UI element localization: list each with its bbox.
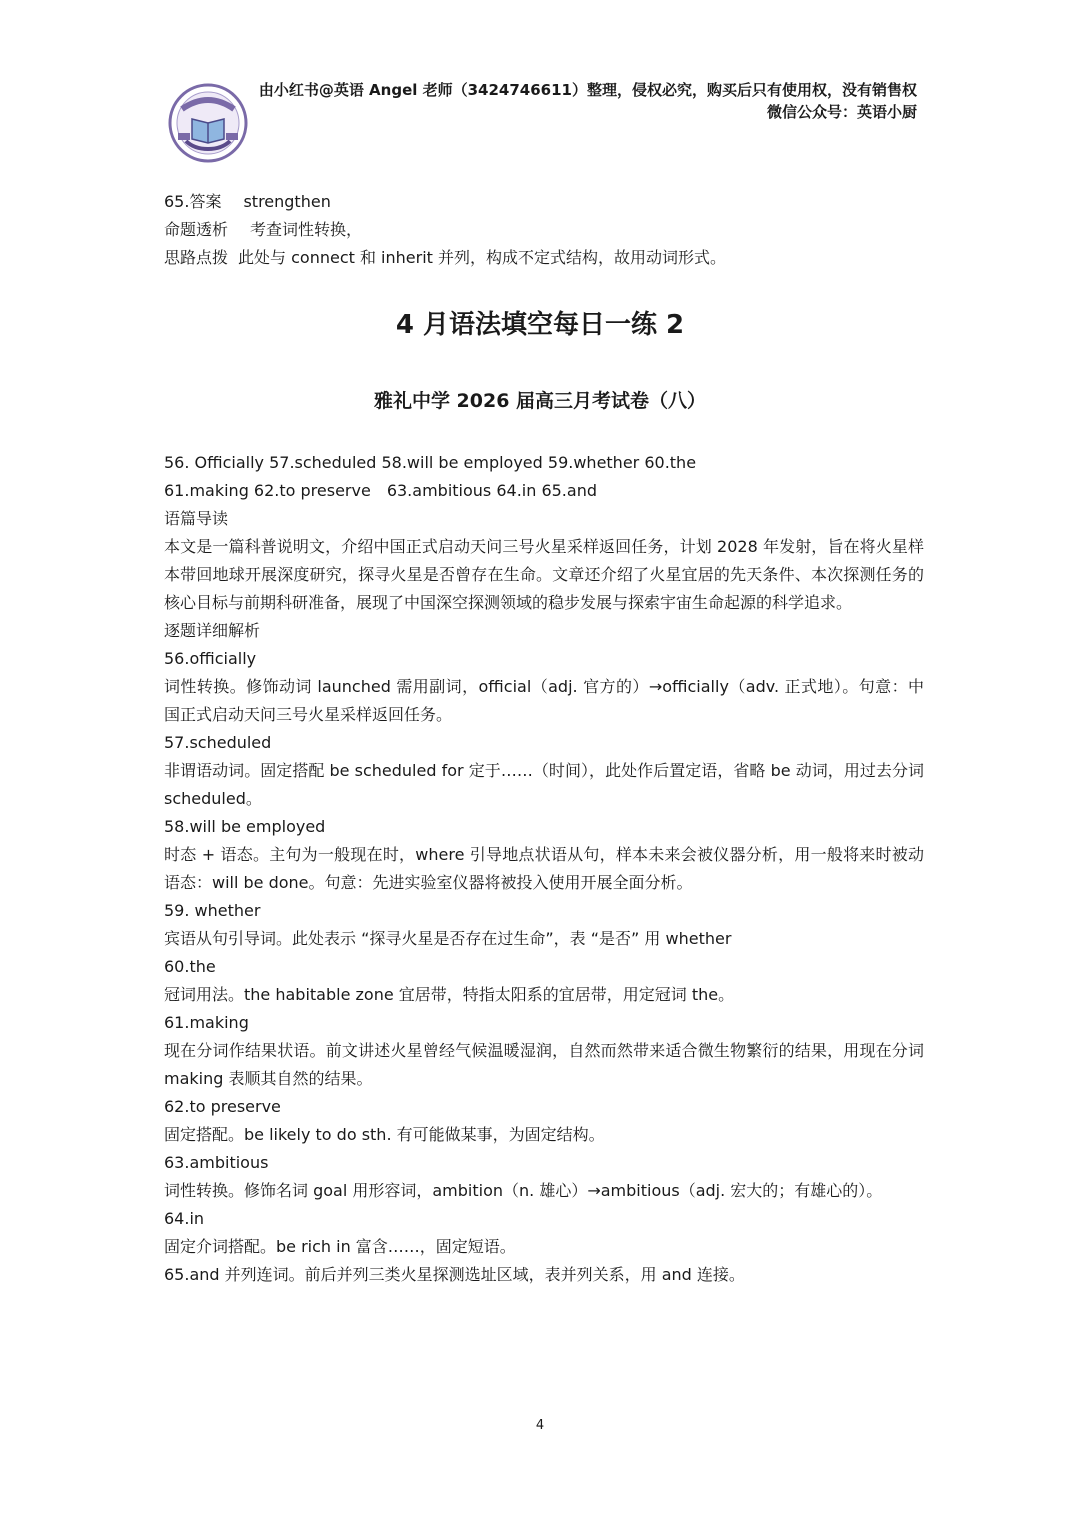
prev-answer-value: strengthen bbox=[243, 192, 331, 211]
prev-analysis-label: 命题透析 bbox=[164, 220, 229, 239]
item-text: 现在分词作结果状语。前文讲述火星曾经气候温暖湿润，自然而然带来适合微生物繁衍的结果，用现在分词 making 表顺其自然的结果。 bbox=[164, 1041, 924, 1088]
prev-hint-label: 思路点拨 bbox=[164, 248, 229, 267]
header-wechat: 微信公众号：英语小厨 bbox=[766, 103, 917, 121]
item-text: 非谓语动词。固定搭配 be scheduled for 定于……（时间），此处作后置定语，省略 be 动词，用过去分词 scheduled。 bbox=[164, 761, 924, 808]
item-label: 64.in bbox=[164, 1209, 205, 1228]
item-text: 词性转换。修饰动词 launched 需用副词，official（adj. 官方的）→officially（adv. 正式地）。句意：中国正式启动天问三号火星采样返回任务。 bbox=[164, 677, 924, 724]
item-label: 59. whether bbox=[164, 901, 261, 920]
item-60 bbox=[164, 953, 924, 1009]
item-label: 58.will be employed bbox=[164, 817, 326, 836]
prev-answer-label: 65.答案 bbox=[164, 192, 222, 211]
item-label: 60.the bbox=[164, 957, 216, 976]
item-61 bbox=[164, 1009, 924, 1093]
item-label: 61.making bbox=[164, 1013, 249, 1032]
main-content bbox=[164, 449, 924, 1289]
page-number: 4 bbox=[535, 1418, 545, 1433]
intro-text: 本文是一篇科普说明文，介绍中国正式启动天问三号火星采样返回任务，计划 2028 年发射，旨在将火星样本带回地球开展深度研究，探寻火星是否曾存在生命。文章还介绍了火星宜居的先天条件、本次探测任务的核心目标与前期科研准备，展现了中国深空探测领域的稳步发展与探索宇宙生命起源的科学追求。 bbox=[164, 537, 924, 612]
item-text: 宾语从句引导词。此处表示 “探寻火星是否存在过生命”，表 “是否” 用 whether bbox=[164, 929, 732, 948]
prev-analysis-line bbox=[164, 216, 924, 244]
logo-badge bbox=[168, 83, 248, 163]
item-label: 62.to preserve bbox=[164, 1097, 281, 1116]
prev-hint-line bbox=[164, 244, 924, 272]
item-59 bbox=[164, 897, 924, 953]
prev-analysis-text: 考查词性转换， bbox=[250, 220, 363, 239]
prev-hint-text: 此处与 connect 和 inherit 并列，构成不定式结构，故用动词形式。 bbox=[238, 248, 727, 267]
item-65: 65.and 并列连词。前后并列三类火星探测选址区域，表并列关系，用 and 连接。 bbox=[164, 1265, 745, 1284]
item-58 bbox=[164, 813, 924, 897]
answers-line-2: 61.making 62.to preserve 63.ambitious 64.in 65.and bbox=[164, 481, 597, 500]
item-57 bbox=[164, 729, 924, 813]
item-62 bbox=[164, 1093, 924, 1149]
item-63 bbox=[164, 1149, 924, 1205]
page-subtitle: 雅礼中学 2026 届高三月考试卷（八） bbox=[373, 390, 707, 412]
item-label: 57.scheduled bbox=[164, 733, 272, 752]
item-text: 冠词用法。the habitable zone 宜居带，特指太阳系的宜居带，用定冠词 the。 bbox=[164, 985, 735, 1004]
item-label: 56.officially bbox=[164, 649, 257, 668]
item-56 bbox=[164, 645, 924, 729]
intro-heading: 语篇导读 bbox=[164, 509, 229, 528]
item-text: 时态 + 语态。主句为一般现在时，where 引导地点状语从句，样本未来会被仪器分析，用一般将来时被动语态：will be done。句意：先进实验室仪器将被投入使用开展全面分析。 bbox=[164, 845, 924, 892]
item-label: 63.ambitious bbox=[164, 1153, 269, 1172]
page-title: 4 月语法填空每日一练 2 bbox=[395, 310, 685, 340]
prev-answer-line bbox=[164, 188, 924, 216]
item-text: 固定搭配。be likely to do sth. 有可能做某事，为固定结构。 bbox=[164, 1125, 605, 1144]
header-copyright: 由小红书@英语 Angel 老师（3424746611）整理，侵权必究，购买后只有使用权，没有销售权 bbox=[258, 81, 917, 99]
item-text: 固定介词搭配。be rich in 富含……，固定短语。 bbox=[164, 1237, 516, 1256]
item-text: 词性转换。修饰名词 goal 用形容词，ambition（n. 雄心）→ambitious（adj. 宏大的；有雄心的）。 bbox=[164, 1181, 883, 1200]
prev-answer-block bbox=[164, 188, 924, 272]
detail-heading: 逐题详细解析 bbox=[164, 621, 261, 640]
answers-line-1: 56. Officially 57.scheduled 58.will be employed 59.whether 60.the bbox=[164, 453, 697, 472]
item-64 bbox=[164, 1205, 924, 1261]
